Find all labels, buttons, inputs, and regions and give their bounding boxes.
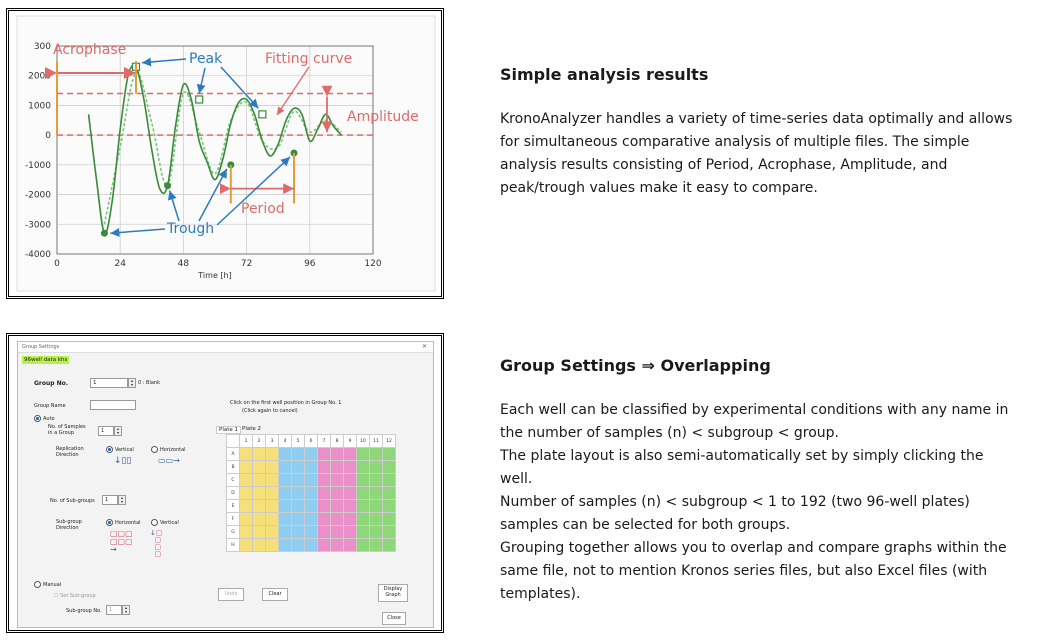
peak-marker — [259, 111, 266, 118]
plate-well[interactable] — [331, 487, 344, 500]
plate-well[interactable] — [383, 461, 396, 474]
analysis-chart — [9, 11, 441, 296]
subgroups-input[interactable] — [102, 495, 118, 505]
horizontal-radio[interactable] — [151, 446, 186, 453]
plate-well[interactable] — [383, 487, 396, 500]
subgroup-no-stepper[interactable]: ▴ ▾ — [122, 605, 130, 615]
display-graph-button[interactable] — [378, 584, 408, 602]
x-tick-label: 120 — [364, 259, 382, 269]
plate-well[interactable] — [383, 474, 396, 487]
x-tick-label: 24 — [114, 259, 126, 269]
plate-well[interactable] — [292, 461, 305, 474]
group-name-label: Group Name — [34, 403, 66, 409]
x-tick-label: 72 — [240, 259, 253, 269]
radio-off-icon — [151, 519, 158, 526]
close-icon[interactable]: ✕ — [421, 343, 427, 350]
plate-well[interactable] — [331, 500, 344, 513]
vertical-radio[interactable] — [106, 446, 134, 453]
plate-well[interactable] — [279, 461, 292, 474]
vertical-direction-icon: ↓▯▯ — [114, 456, 132, 466]
replication-label: Replication — [56, 446, 84, 452]
subgroup-horizontal-radio[interactable] — [106, 519, 141, 526]
manual-label: Manual — [43, 582, 62, 588]
plate-well[interactable] — [253, 461, 266, 474]
close-button[interactable]: Close — [382, 612, 406, 625]
plate-row-header: G — [227, 526, 240, 539]
plate-well[interactable] — [318, 448, 331, 461]
plate-well[interactable] — [240, 474, 253, 487]
plate-column-header: 7 — [318, 435, 331, 448]
plate-well[interactable] — [305, 487, 318, 500]
plate-well[interactable] — [357, 474, 370, 487]
subgroup-no-input[interactable] — [106, 605, 122, 615]
plate-well[interactable] — [279, 526, 292, 539]
group-no-input[interactable] — [90, 378, 128, 388]
acrophase-label: Acrophase — [53, 42, 127, 58]
plate-well[interactable] — [344, 500, 357, 513]
plate-well[interactable] — [266, 539, 279, 552]
plate-well[interactable] — [266, 461, 279, 474]
plate-well[interactable] — [240, 487, 253, 500]
plate-well[interactable] — [240, 539, 253, 552]
display-graph-label: Display — [383, 586, 403, 592]
y-tick-label: -1000 — [24, 160, 51, 171]
plate-column-header: 8 — [331, 435, 344, 448]
plate-column-header: 6 — [305, 435, 318, 448]
manual-radio[interactable] — [34, 581, 61, 588]
plate-well[interactable] — [305, 448, 318, 461]
plate-well[interactable] — [370, 474, 383, 487]
plate-well[interactable] — [331, 474, 344, 487]
undo-button[interactable]: Undo — [218, 588, 244, 601]
samples-label-2: in a Group — [48, 430, 75, 436]
trough-marker — [164, 182, 171, 189]
plate-well[interactable] — [240, 513, 253, 526]
samples-value: 1 — [101, 428, 105, 434]
set-subgroup-label: Set Sub-group — [60, 593, 96, 599]
display-graph-label-2: Graph — [385, 592, 401, 598]
plate-well[interactable] — [357, 526, 370, 539]
plate-well[interactable] — [279, 500, 292, 513]
plate-well[interactable] — [370, 487, 383, 500]
subgroup-vertical-label: Vertical — [160, 520, 179, 526]
x-axis-label: Time [h] — [198, 271, 232, 280]
plate-well[interactable] — [344, 526, 357, 539]
y-tick-label: 300 — [33, 42, 51, 52]
section-paragraph: Each well can be classified by experimental conditions with any name in the number of samples (n) < subgroup < group. The plate layout is also semi-automatically set by simply clicking the well. Number of samples (n) < subgroup < 1 to 192 (two 96-well plates) samples can be selected for both groups. Grouping together allows you to overlap and compare graphs within the same file, not to mention Kronos series files, but also Excel files (with templates). — [500, 402, 1009, 602]
plate-well[interactable] — [357, 461, 370, 474]
y-tick-label: 0 — [45, 131, 51, 142]
plate-well[interactable] — [292, 500, 305, 513]
fitting-curve-label: Fitting curve — [265, 51, 353, 67]
section-heading: Group Settings ⇒ Overlapping — [500, 356, 771, 375]
plate-row-header: A — [227, 448, 240, 461]
plate-row-header: D — [227, 487, 240, 500]
set-subgroup-checkbox[interactable]: ☐ Set Sub-group — [54, 593, 96, 599]
plate-well[interactable] — [292, 474, 305, 487]
plate-well[interactable] — [305, 474, 318, 487]
plate-well[interactable] — [383, 526, 396, 539]
plate-well[interactable] — [240, 500, 253, 513]
plate-well[interactable] — [344, 474, 357, 487]
radio-on-icon — [34, 415, 41, 422]
plate-well[interactable] — [279, 539, 292, 552]
group-settings-dialog — [17, 341, 434, 628]
plate-well[interactable] — [266, 487, 279, 500]
plate-well[interactable] — [266, 448, 279, 461]
trough-label: Trough — [167, 221, 215, 237]
plate-well[interactable] — [370, 448, 383, 461]
samples-label: No. of Samples — [48, 424, 86, 430]
plate-well[interactable] — [279, 448, 292, 461]
subgroup-dir-label: Sub-group — [56, 519, 82, 525]
plate-well[interactable] — [370, 461, 383, 474]
plate-well[interactable] — [357, 448, 370, 461]
y-tick-label: -3000 — [24, 220, 51, 231]
chart-figure-frame — [6, 8, 444, 299]
horizontal-direction-icon: ▭▭→ — [158, 456, 180, 465]
plate-well[interactable] — [370, 539, 383, 552]
dialog-title: Group Settings — [22, 344, 60, 350]
group-name-input[interactable] — [90, 400, 136, 410]
horizontal-label: Horizontal — [160, 447, 186, 453]
plate-well[interactable] — [253, 500, 266, 513]
subgroup-horizontal-label: Horizontal — [115, 520, 141, 526]
plate-row-header: H — [227, 539, 240, 552]
peak-marker — [196, 96, 203, 103]
plate-well[interactable] — [253, 474, 266, 487]
auto-label: Auto — [43, 416, 55, 422]
group-settings-frame — [6, 333, 444, 633]
section-heading: Simple analysis results — [500, 65, 709, 84]
plate-well[interactable] — [357, 500, 370, 513]
plate-well[interactable] — [357, 487, 370, 500]
plate-well[interactable] — [344, 448, 357, 461]
file-tag: 96well data khs — [24, 357, 68, 363]
well-plate-grid[interactable] — [226, 434, 396, 552]
plate-well[interactable] — [331, 539, 344, 552]
plate-well[interactable] — [318, 487, 331, 500]
auto-radio[interactable] — [34, 415, 55, 422]
x-tick-label: 96 — [304, 259, 316, 269]
plate-well[interactable] — [331, 526, 344, 539]
plate-well[interactable] — [305, 461, 318, 474]
samples-input[interactable] — [98, 426, 114, 436]
vertical-label: Vertical — [115, 447, 134, 453]
plate-column-header: 5 — [292, 435, 305, 448]
plate-well[interactable] — [331, 513, 344, 526]
plate-column-header: 4 — [279, 435, 292, 448]
peak-label: Peak — [189, 51, 223, 67]
tab-plate-1[interactable]: Plate 1 — [216, 426, 241, 434]
plate-well[interactable] — [318, 513, 331, 526]
plate-row-header: E — [227, 500, 240, 513]
y-tick-label: -2000 — [24, 190, 51, 201]
plate-well[interactable] — [318, 526, 331, 539]
plate-well[interactable] — [357, 539, 370, 552]
radio-off-icon — [151, 446, 158, 453]
plate-well[interactable] — [344, 513, 357, 526]
plate-well[interactable] — [318, 461, 331, 474]
plate-well[interactable] — [240, 526, 253, 539]
plate-well[interactable] — [370, 513, 383, 526]
plate-well[interactable] — [240, 461, 253, 474]
plate-column-header: 12 — [383, 435, 396, 448]
plate-well[interactable] — [344, 461, 357, 474]
plate-column-header: 2 — [253, 435, 266, 448]
y-tick-label: 2000 — [28, 71, 51, 82]
plate-well[interactable] — [253, 539, 266, 552]
subgroup-no-value: 1 — [109, 607, 113, 613]
blank-label: 0 : Blank — [138, 380, 160, 386]
subgroup-vertical-radio[interactable] — [151, 519, 179, 526]
plate-well[interactable] — [292, 513, 305, 526]
plate-well[interactable] — [253, 526, 266, 539]
plate-column-header: 1 — [240, 435, 253, 448]
subgroups-label: No. of Sub-groups — [50, 498, 95, 504]
dialog-titlebar — [18, 342, 433, 353]
plate-well[interactable] — [292, 448, 305, 461]
plate-well[interactable] — [266, 500, 279, 513]
subgroup-no-label: Sub-group No. — [66, 608, 102, 614]
y-tick-label: -4000 — [24, 250, 51, 260]
plate-column-header: 11 — [370, 435, 383, 448]
period-label: Period — [241, 201, 285, 217]
plate-well[interactable] — [318, 539, 331, 552]
plate-well[interactable] — [279, 474, 292, 487]
radio-off-icon — [34, 581, 41, 588]
plate-well[interactable] — [370, 526, 383, 539]
group-no-label: Group No. — [34, 380, 69, 387]
amplitude-label: Amplitude — [347, 109, 419, 125]
plate-well[interactable] — [370, 500, 383, 513]
plate-row-header: B — [227, 461, 240, 474]
plate-well[interactable] — [266, 474, 279, 487]
subgroup-vertical-icon: ↓▢ ▢ ▢ ▢ — [150, 529, 163, 558]
x-tick-label: 48 — [177, 259, 190, 269]
plate-well[interactable] — [305, 539, 318, 552]
plate-well[interactable] — [318, 500, 331, 513]
plate-well[interactable] — [266, 513, 279, 526]
plate-well[interactable] — [253, 513, 266, 526]
replication-label-2: Direction — [56, 452, 79, 458]
plate-column-header: 3 — [266, 435, 279, 448]
section-paragraph: KronoAnalyzer handles a variety of time-series data optimally and allows for simultaneous comparative analysis of multiple files. The simple analysis results consisting of Period, Acrophase, Amplitude, and peak/trough values make it easy to compare. — [500, 111, 1013, 196]
plate-row-header: C — [227, 474, 240, 487]
plate-well[interactable] — [344, 487, 357, 500]
plate-well[interactable] — [344, 539, 357, 552]
plate-well[interactable] — [292, 487, 305, 500]
plate-well[interactable] — [383, 448, 396, 461]
plate-well[interactable] — [253, 487, 266, 500]
plate-corner — [227, 435, 240, 448]
plate-well[interactable] — [305, 513, 318, 526]
plate-well[interactable] — [383, 500, 396, 513]
plate-well[interactable] — [292, 526, 305, 539]
section-analysis-results — [500, 65, 1020, 200]
group-no-value: 1 — [93, 380, 97, 386]
subgroups-stepper[interactable]: ▴ ▾ — [118, 495, 126, 505]
tab-plate-2[interactable]: Plate 2 — [242, 426, 262, 432]
plate-column-header: 9 — [344, 435, 357, 448]
clear-button[interactable]: Clear — [262, 588, 288, 601]
plate-well[interactable] — [318, 474, 331, 487]
plate-well[interactable] — [305, 500, 318, 513]
y-tick-label: 1000 — [28, 101, 51, 112]
plate-well[interactable] — [383, 539, 396, 552]
radio-on-icon — [106, 519, 113, 526]
plate-well[interactable] — [266, 526, 279, 539]
plate-well[interactable] — [331, 448, 344, 461]
section-group-settings — [500, 356, 1020, 606]
radio-on-icon — [106, 446, 113, 453]
plate-well[interactable] — [305, 526, 318, 539]
plate-well[interactable] — [279, 513, 292, 526]
subgroup-horizontal-icon: ▢▢▢ ▢▢▢ → — [110, 529, 133, 554]
subgroup-dir-label-2: Direction — [56, 525, 79, 531]
subgroups-value: 1 — [105, 497, 109, 503]
x-tick-label: 0 — [54, 259, 60, 269]
plate-well[interactable] — [279, 487, 292, 500]
click-hint: Click on the first well position in Group No. 1 — [230, 400, 342, 406]
plate-column-header: 10 — [357, 435, 370, 448]
group-no-stepper[interactable]: ▴ ▾ — [128, 378, 136, 388]
samples-stepper[interactable]: ▴ ▾ — [114, 426, 122, 436]
plate-well[interactable] — [240, 448, 253, 461]
plate-well[interactable] — [253, 448, 266, 461]
trough-marker — [101, 230, 108, 237]
plate-well[interactable] — [331, 461, 344, 474]
plate-well[interactable] — [292, 539, 305, 552]
plate-well[interactable] — [383, 513, 396, 526]
plate-well[interactable] — [357, 513, 370, 526]
click-hint-cancel: (Click again to cancel) — [242, 408, 298, 414]
plate-row-header: F — [227, 513, 240, 526]
